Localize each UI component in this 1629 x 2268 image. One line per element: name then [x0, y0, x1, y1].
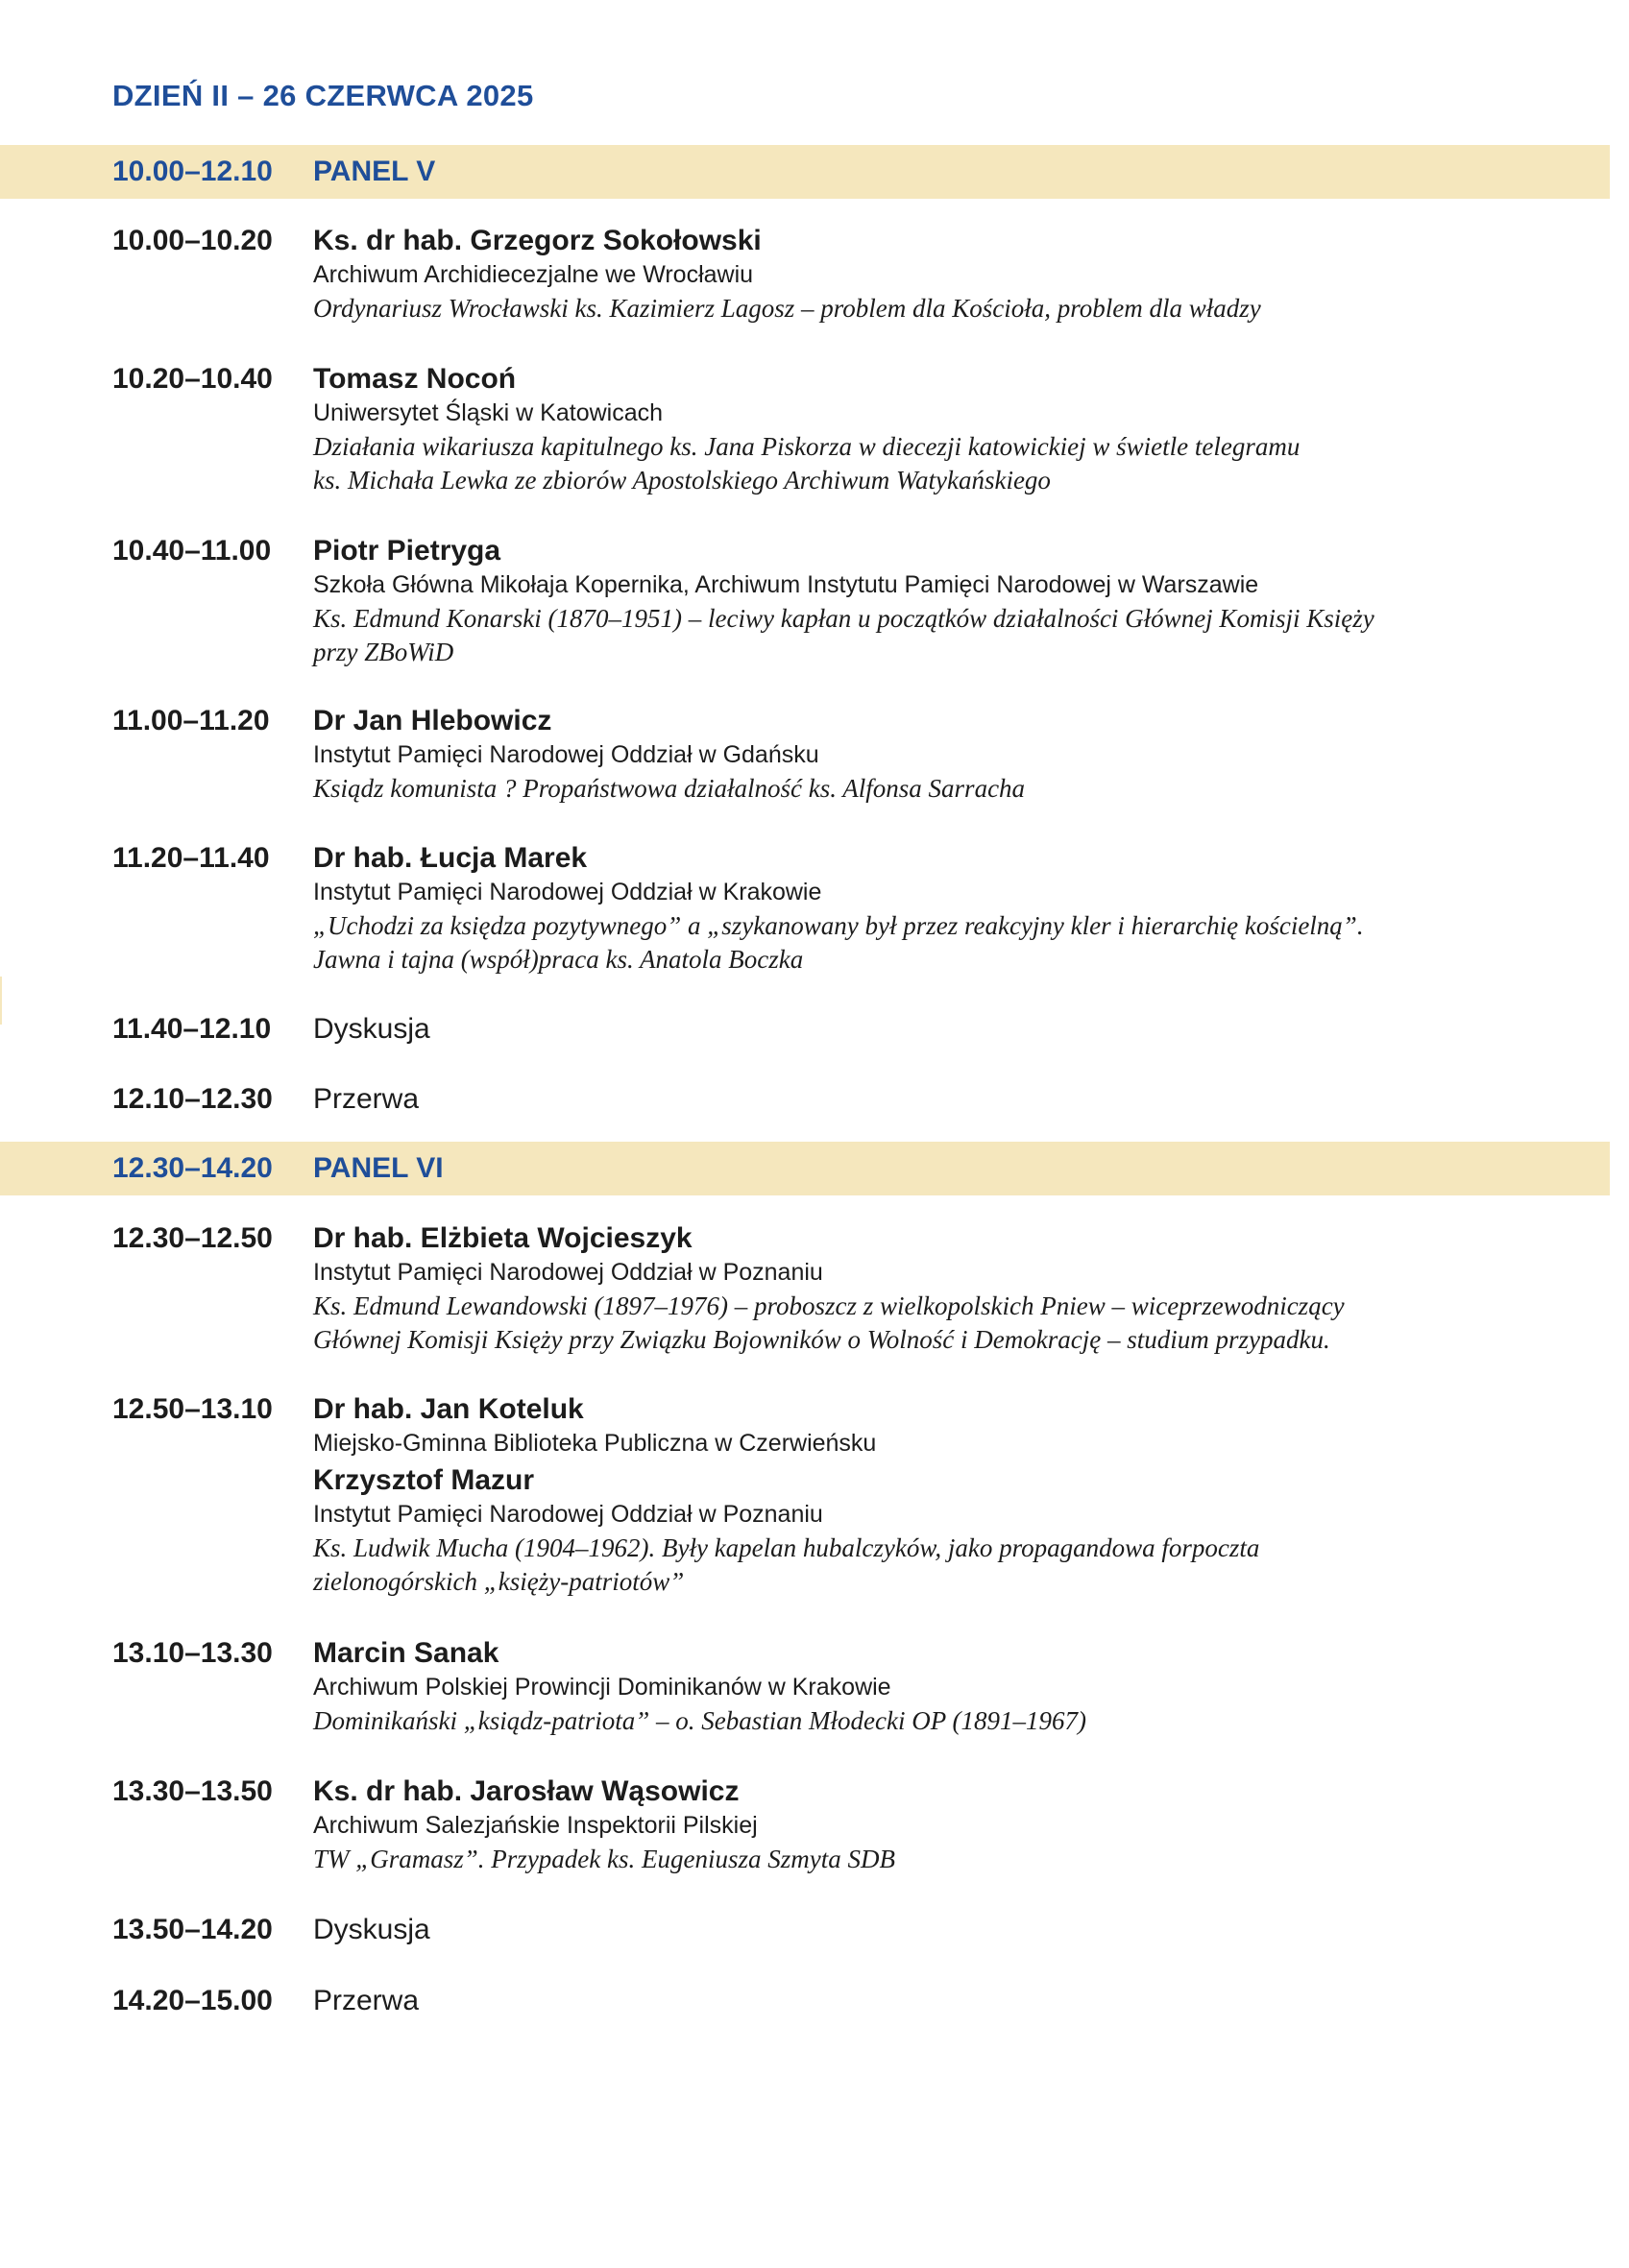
- day-title: DZIEŃ II – 26 CZERWCA 2025: [112, 79, 534, 112]
- session-label: Dyskusja: [313, 1914, 430, 1945]
- entry-time: 12.10–12.30: [112, 1083, 273, 1115]
- panel-name: PANEL VI: [313, 1152, 444, 1184]
- second-speaker-affiliation: Instytut Pamięci Narodowej Oddział w Poznaniu: [313, 1501, 823, 1528]
- speaker-affiliation: Archiwum Polskiej Prowincji Dominikanów w Krakowie: [313, 1674, 891, 1701]
- speaker-affiliation: Instytut Pamięci Narodowej Oddział w Poznaniu: [313, 1259, 823, 1286]
- session-label: Przerwa: [313, 1083, 420, 1115]
- second-speaker-name: Krzysztof Mazur: [313, 1464, 535, 1496]
- talk-topic-line: „Uchodzi za księdza pozytywnego” a „szykanowany był przez reakcyjny kler i hierarchię kościelną”.: [313, 911, 1364, 940]
- speaker-name: Tomasz Nocoń: [313, 363, 517, 395]
- talk-topic-line: przy ZBoWiD: [313, 638, 454, 666]
- talk-topic-line: ks. Michała Lewka ze zbiorów Apostolskiego Archiwum Watykańskiego: [313, 466, 1051, 495]
- panel-time: 10.00–12.10: [112, 156, 273, 187]
- speaker-name: Ks. dr hab. Grzegorz Sokołowski: [313, 225, 762, 256]
- session-label: Dyskusja: [313, 1013, 430, 1045]
- talk-topic-line: Ordynariusz Wrocławski ks. Kazimierz Lagosz – problem dla Kościoła, problem dla władzy: [313, 294, 1261, 323]
- entry-time: 13.30–13.50: [112, 1775, 273, 1807]
- speaker-affiliation: Instytut Pamięci Narodowej Oddział w Gdańsku: [313, 741, 819, 768]
- panel-header: [0, 1142, 1610, 1195]
- entry-time: 14.20–15.00: [112, 1985, 273, 2016]
- speaker-affiliation: Archiwum Salezjańskie Inspektorii Pilskiej: [313, 1812, 758, 1839]
- entry-time: 11.20–11.40: [112, 842, 270, 874]
- speaker-name: Marcin Sanak: [313, 1637, 499, 1669]
- session-label: Przerwa: [313, 1985, 420, 2016]
- talk-topic-line: Dominikański „ksiądz-patriota” – o. Sebastian Młodecki OP (1891–1967): [313, 1706, 1086, 1735]
- panel-header: [0, 145, 1610, 199]
- panel-name: PANEL V: [313, 156, 436, 187]
- speaker-affiliation: Szkoła Główna Mikołaja Kopernika, Archiwum Instytutu Pamięci Narodowej w Warszawie: [313, 571, 1259, 598]
- entry-time: 10.20–10.40: [112, 363, 273, 395]
- talk-topic-line: Ks. Edmund Konarski (1870–1951) – leciwy kapłan u początków działalności Głównej Komisji Księży: [313, 604, 1374, 633]
- speaker-name: Piotr Pietryga: [313, 535, 501, 567]
- talk-topic-line: Ksiądz komunista ? Propaństwowa działalność ks. Alfonsa Sarracha: [313, 774, 1026, 803]
- talk-topic-line: Jawna i tajna (współ)praca ks. Anatola Boczka: [313, 945, 804, 974]
- entry-time: 11.00–11.20: [112, 705, 270, 736]
- margin-mark: [0, 977, 2, 1025]
- talk-topic-line: Ks. Edmund Lewandowski (1897–1976) – proboszcz z wielkopolskich Pniew – wiceprzewodniczący: [313, 1291, 1345, 1320]
- talk-topic-line: Działania wikariusza kapitulnego ks. Jana Piskorza w diecezji katowickiej w świetle telegramu: [313, 432, 1301, 461]
- entry-time: 13.50–14.20: [112, 1914, 273, 1945]
- speaker-name: Dr hab. Łucja Marek: [313, 842, 588, 874]
- speaker-name: Dr hab. Jan Koteluk: [313, 1393, 584, 1425]
- speaker-affiliation: Instytut Pamięci Narodowej Oddział w Krakowie: [313, 879, 822, 905]
- entry-time: 12.30–12.50: [112, 1222, 273, 1254]
- entry-time: 10.00–10.20: [112, 225, 273, 256]
- speaker-name: Dr hab. Elżbieta Wojcieszyk: [313, 1222, 693, 1254]
- talk-topic-line: TW „Gramasz”. Przypadek ks. Eugeniusza Szmyta SDB: [313, 1845, 895, 1873]
- speaker-affiliation: Uniwersytet Śląski w Katowicach: [313, 399, 664, 426]
- talk-topic-line: zielonogórskich „księży-patriotów”: [313, 1567, 685, 1596]
- entry-time: 10.40–11.00: [112, 535, 272, 567]
- entry-time: 13.10–13.30: [112, 1637, 273, 1669]
- speaker-name: Ks. dr hab. Jarosław Wąsowicz: [313, 1775, 740, 1807]
- entry-time: 11.40–12.10: [112, 1013, 272, 1045]
- entry-time: 12.50–13.10: [112, 1393, 273, 1425]
- speaker-affiliation: Miejsko-Gminna Biblioteka Publiczna w Czerwieńsku: [313, 1430, 877, 1457]
- talk-topic-line: Ks. Ludwik Mucha (1904–1962). Były kapelan hubalczyków, jako propagandowa forpoczta: [313, 1533, 1260, 1562]
- speaker-name: Dr Jan Hlebowicz: [313, 705, 552, 736]
- speaker-affiliation: Archiwum Archidiecezjalne we Wrocławiu: [313, 261, 754, 288]
- panel-time: 12.30–14.20: [112, 1152, 273, 1184]
- talk-topic-line: Głównej Komisji Księży przy Związku Bojowników o Wolność i Demokrację – studium przypadku.: [313, 1325, 1330, 1354]
